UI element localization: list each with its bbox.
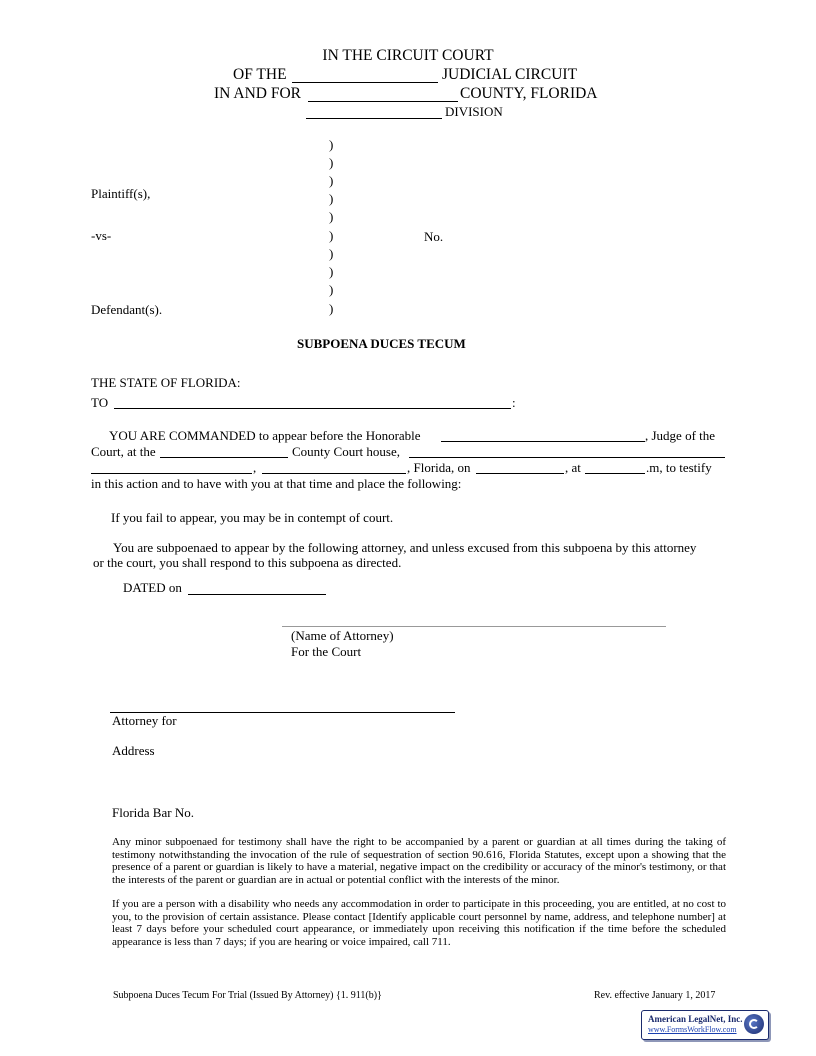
caption-paren: )	[329, 155, 334, 170]
plaintiff-label: Plaintiff(s),	[91, 186, 151, 201]
county-court-blank[interactable]	[160, 457, 288, 458]
county-blank[interactable]	[308, 101, 458, 102]
court-at-the: Court, at the	[91, 444, 156, 459]
form-name-footer: Subpoena Duces Tecum For Trial (Issued By Attorney) {1. 911(b)}	[113, 990, 382, 1001]
command-line1: YOU ARE COMMANDED to appear before the Honorable	[109, 428, 421, 443]
address-label: Address	[112, 743, 155, 758]
to-testify-label: .m, to testify	[646, 460, 712, 475]
address-blank-1[interactable]	[91, 473, 252, 474]
to-colon: :	[512, 395, 516, 410]
subpoenaed-line2: or the court, you shall respond to this subpoena as directed.	[93, 555, 402, 570]
name-of-attorney-label: (Name of Attorney)	[291, 628, 394, 643]
division-blank[interactable]	[306, 118, 442, 119]
disability-notice: If you are a person with a disability who needs any accommodation in order to participate in this proceeding, you are entitled, at no cost to you, to the provision of certain assistance. Please contact [Identify applicable court personnel by name, address, and telephone number] at least 7 days before your scheduled court appearance, or immediately upon receiving this notification if the time before the scheduled appearance is less than 7 days; if you are hearing or voice impaired, call 711.	[112, 898, 726, 948]
case-number-label: No.	[424, 229, 444, 244]
caption-paren: )	[329, 137, 334, 152]
caption-paren: )	[329, 301, 334, 316]
court-heading-of-the: OF THE	[233, 66, 287, 83]
defendant-label: Defendant(s).	[91, 302, 163, 317]
signature-line[interactable]	[282, 626, 666, 627]
publisher-name: American LegalNet, Inc.	[648, 1014, 743, 1024]
court-heading-in-and-for: IN AND FOR	[214, 85, 301, 102]
caption-paren: )	[329, 173, 334, 188]
caption-paren: )	[329, 228, 334, 243]
to-recipient-blank[interactable]	[114, 408, 511, 409]
at-label: , at	[565, 460, 581, 475]
caption-paren: )	[329, 209, 334, 224]
to-label: TO	[91, 395, 109, 410]
dated-blank[interactable]	[188, 594, 326, 595]
dated-label: DATED on	[123, 580, 182, 595]
court-heading-line1: IN THE CIRCUIT COURT	[322, 47, 494, 64]
command-line4: in this action and to have with you at that time and place the following:	[91, 476, 462, 491]
caption-paren: )	[329, 264, 334, 279]
caption-paren: )	[329, 246, 334, 261]
court-heading-county-florida: COUNTY, FLORIDA	[460, 85, 598, 102]
document-title: SUBPOENA DUCES TECUM	[297, 336, 466, 351]
florida-bar-label: Florida Bar No.	[112, 805, 194, 820]
court-heading-division: DIVISION	[445, 104, 503, 119]
court-house-address-blank[interactable]	[409, 457, 725, 458]
globe-icon	[744, 1014, 764, 1034]
time-blank[interactable]	[585, 473, 645, 474]
florida-on-label: , Florida, on	[407, 460, 471, 475]
date-blank[interactable]	[476, 473, 564, 474]
minor-notice: Any minor subpoenaed for testimony shall have the right to be accompanied by a parent or guardian at all times during the taking of testimony notwithstanding the invocation of the rule of sequestration of section 90.616, Florida Statutes, except upon a showing that the presence of a parent or guardian is likely to have a material, negative impact on the credibility or accuracy of the minor's testimony, or that the interests of the parent or guardian are in actual or potential conflict with the interests of the minor.	[112, 836, 726, 886]
address-comma: ,	[253, 460, 257, 475]
city-blank[interactable]	[262, 473, 406, 474]
judicial-circuit-blank[interactable]	[292, 82, 438, 83]
caption-paren: )	[329, 191, 334, 206]
county-court-house-label: County Court house,	[292, 444, 400, 459]
subpoenaed-line1: You are subpoenaed to appear by the following attorney, and unless excused from this subpoena by this attorney	[113, 540, 697, 555]
revision-footer: Rev. effective January 1, 2017	[594, 990, 716, 1001]
judge-name-blank[interactable]	[441, 441, 645, 442]
vs-label: -vs-	[91, 228, 112, 243]
judge-of-the: , Judge of the	[645, 428, 716, 443]
publisher-logo[interactable]	[641, 1010, 769, 1040]
state-of-florida: THE STATE OF FLORIDA:	[91, 375, 241, 390]
court-heading-judicial-circuit: JUDICIAL CIRCUIT	[442, 66, 578, 83]
attorney-for-label: Attorney for	[112, 713, 177, 728]
caption-paren: )	[329, 282, 334, 297]
for-the-court-label: For the Court	[291, 644, 362, 659]
publisher-url[interactable]: www.FormsWorkFlow.com	[648, 1025, 737, 1034]
contempt-warning: If you fail to appear, you may be in contempt of court.	[111, 510, 394, 525]
